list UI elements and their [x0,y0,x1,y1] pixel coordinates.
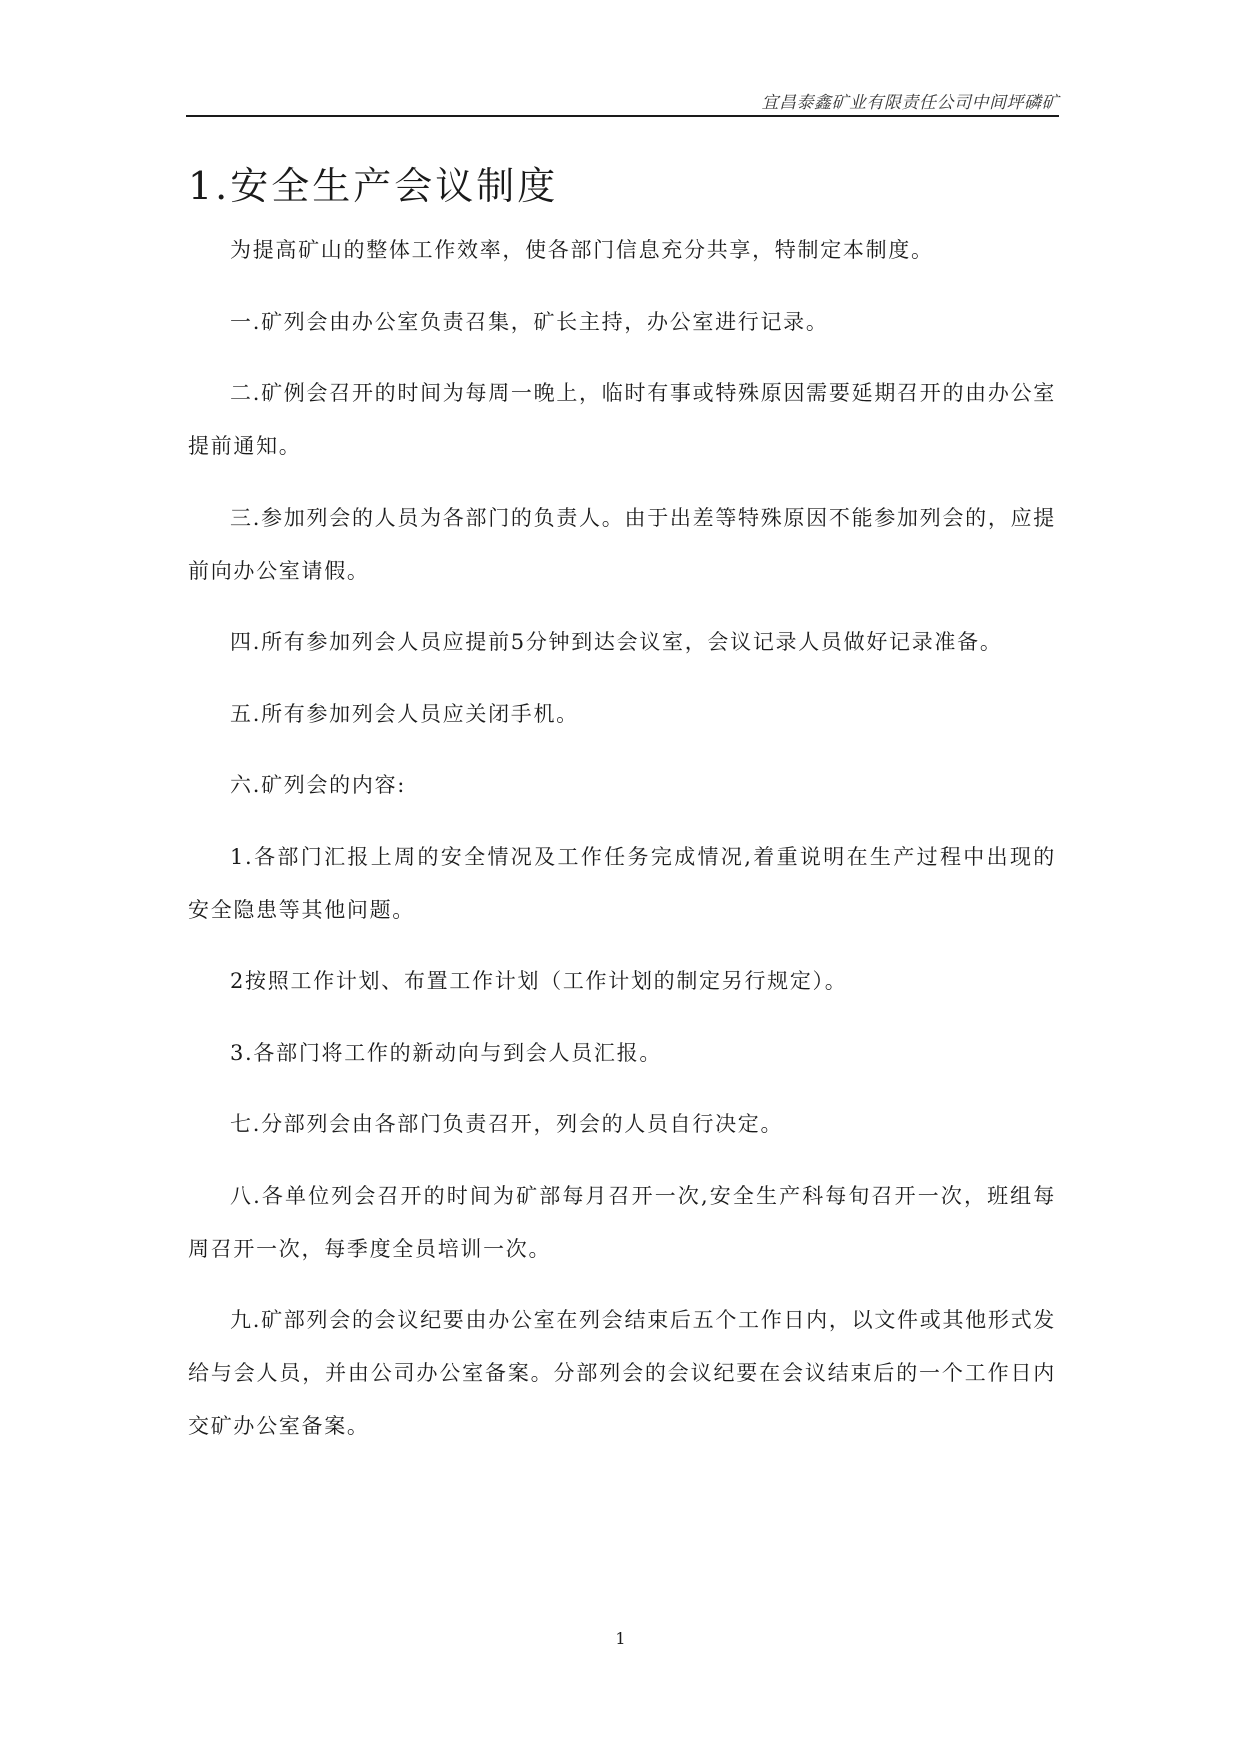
rule-8-paragraph: 八.各单位列会召开的时间为矿部每月召开一次,安全生产科每旬召开一次，班组每周召开一次，每季度全员培训一次。 [188,1183,1056,1261]
rule-5-paragraph: 五.所有参加列会人员应关闭手机。 [230,701,579,726]
page-title: 1.安全生产会议制度 [188,164,559,208]
intro-paragraph: 为提高矿山的整体工作效率，使各部门信息充分共享，特制定本制度。 [230,238,934,262]
rule-4-paragraph: 四.所有参加列会人员应提前5分钟到达会议室，会议记录人员做好记录准备。 [230,630,1003,654]
rule-7-paragraph: 七.分部列会由各部门负责召开，列会的人员自行决定。 [230,1112,784,1136]
rule-6-item-1: 1.各部门汇报上周的安全情况及工作任务完成情况,着重说明在生产过程中出现的安全隐患等其他问题。 [188,844,1056,922]
rule-6-item-2: 2按照工作计划、布置工作计划（工作计划的制定另行规定）。 [230,969,848,993]
rule-6-paragraph: 六.矿列会的内容: [230,773,407,797]
rule-2-paragraph: 二.矿例会召开的时间为每周一晚上，临时有事或特殊原因需要延期召开的由办公室提前通知。 [188,381,1056,458]
rule-9-paragraph: 九.矿部列会的会议纪要由办公室在列会结束后五个工作日内，以文件或其他形式发给与会人员，并由公司办公室备案。分部列会的会议纪要在会议结束后的一个工作日内交矿办公室备案。 [188,1308,1056,1438]
running-header: 宜昌泰鑫矿业有限责任公司中间坪磷矿 [761,93,1059,113]
rule-6-item-3: 3.各部门将工作的新动向与到会人员汇报。 [230,1040,663,1065]
document-body [188,224,1056,1472]
rule-1-paragraph: 一.矿列会由办公室负责召集，矿长主持，办公室进行记录。 [230,309,829,334]
page-number: 1 [615,1629,626,1648]
rule-3-paragraph: 三.参加列会的人员为各部门的负责人。由于出差等特殊原因不能参加列会的，应提前向办公室请假。 [188,505,1056,583]
header-divider [186,115,1059,117]
